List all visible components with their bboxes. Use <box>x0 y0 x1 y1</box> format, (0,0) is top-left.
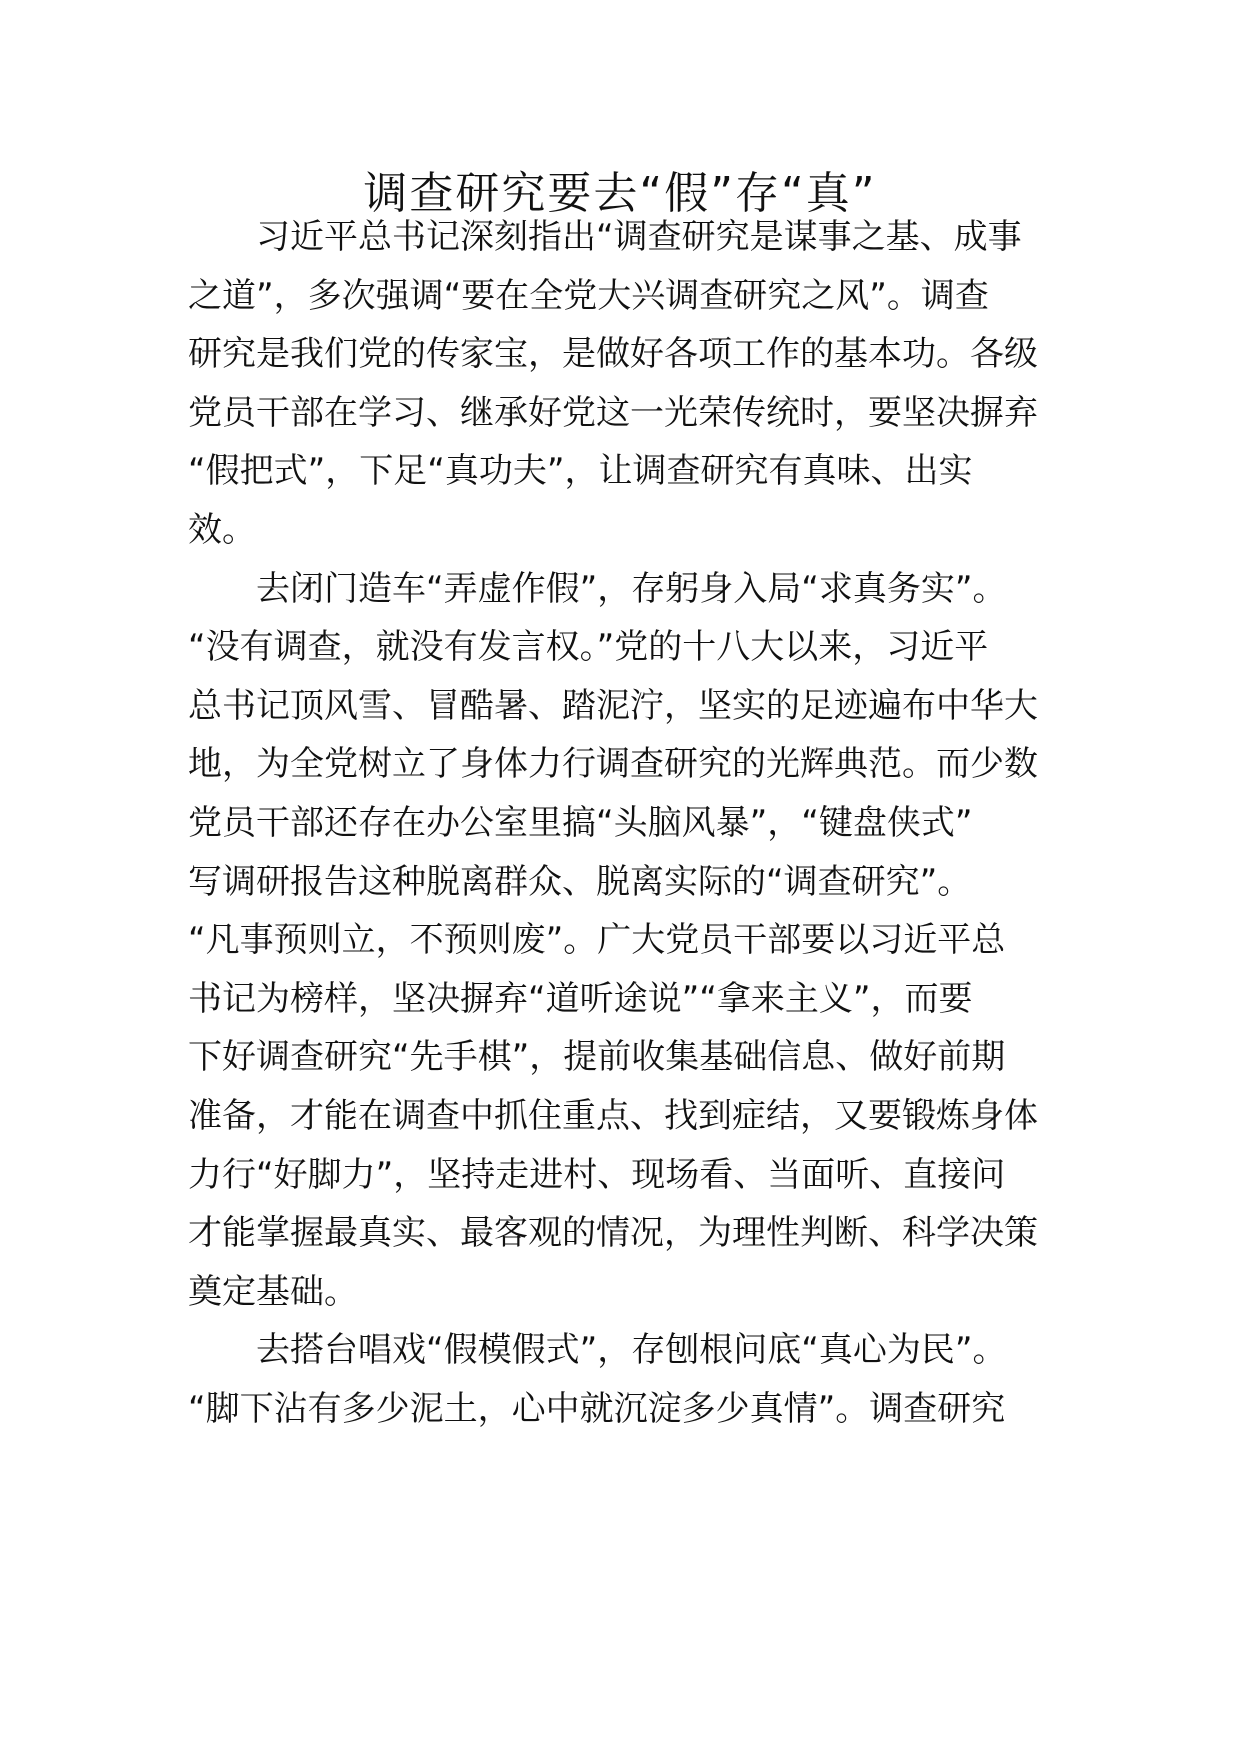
body-text-line: 总书记顶风雪、冒酷暑、踏泥泞，坚实的足迹遍布中华大 <box>188 685 1038 726</box>
body-text-line: “假把式”，下足“真功夫”，让调查研究有真味、出实 <box>188 451 973 492</box>
document-title: 调查研究要去“假”存“真” <box>363 168 877 219</box>
body-text-line: 习近平总书记深刻指出“调查研究是谋事之基、成事 <box>188 217 1022 257</box>
body-text-line: 力行“好脚力”，坚持走进村、现场看、当面听、直接问 <box>188 1154 1006 1195</box>
body-text-line: 准备，才能在调查中抓住重点、找到症结，又要锻炼身体 <box>188 1096 1038 1136</box>
body-text-line: 党员干部还存在办公室里搞“头脑风暴”，“键盘侠式” <box>188 803 973 843</box>
body-text-line: 去搭台唱戏“假模假式”，存刨根问底“真心为民”。 <box>188 1330 1007 1371</box>
body-text-line: 下好调查研究“先手棋”，提前收集基础信息、做好前期 <box>188 1037 1006 1078</box>
body-text-line: 党员干部在学习、继承好党这一光荣传统时，要坚决摒弃 <box>188 392 1038 433</box>
body-text-line: 去闭门造车“弄虚作假”，存躬身入局“求真务实”。 <box>188 568 1007 609</box>
body-text-line: “没有调查，就没有发言权。”党的十八大以来，习近平 <box>188 627 989 668</box>
body-text-line: “脚下沾有多少泥土，心中就沉淀多少真情”。调查研究 <box>188 1389 1006 1429</box>
body-text-line: “凡事预则立，不预则废”。广大党员干部要以习近平总 <box>188 920 1006 961</box>
body-text-line: 研究是我们党的传家宝，是做好各项工作的基本功。各级 <box>188 334 1038 375</box>
body-text-line: 奠定基础。 <box>188 1271 358 1312</box>
body-text-line: 之道”，多次强调“要在全党大兴调查研究之风”。调查 <box>188 275 989 316</box>
body-text-line: 写调研报告这种脱离群众、脱离实际的“调查研究”。 <box>188 861 972 902</box>
body-text-line: 效。 <box>188 510 256 550</box>
body-text-line: 地，为全党树立了身体力行调查研究的光辉典范。而少数 <box>188 744 1038 785</box>
body-text-line: 才能掌握最真实、最客观的情况，为理性判断、科学决策 <box>188 1213 1038 1254</box>
body-text-line: 书记为榜样，坚决摒弃“道听途说”“拿来主义”，而要 <box>188 978 973 1019</box>
